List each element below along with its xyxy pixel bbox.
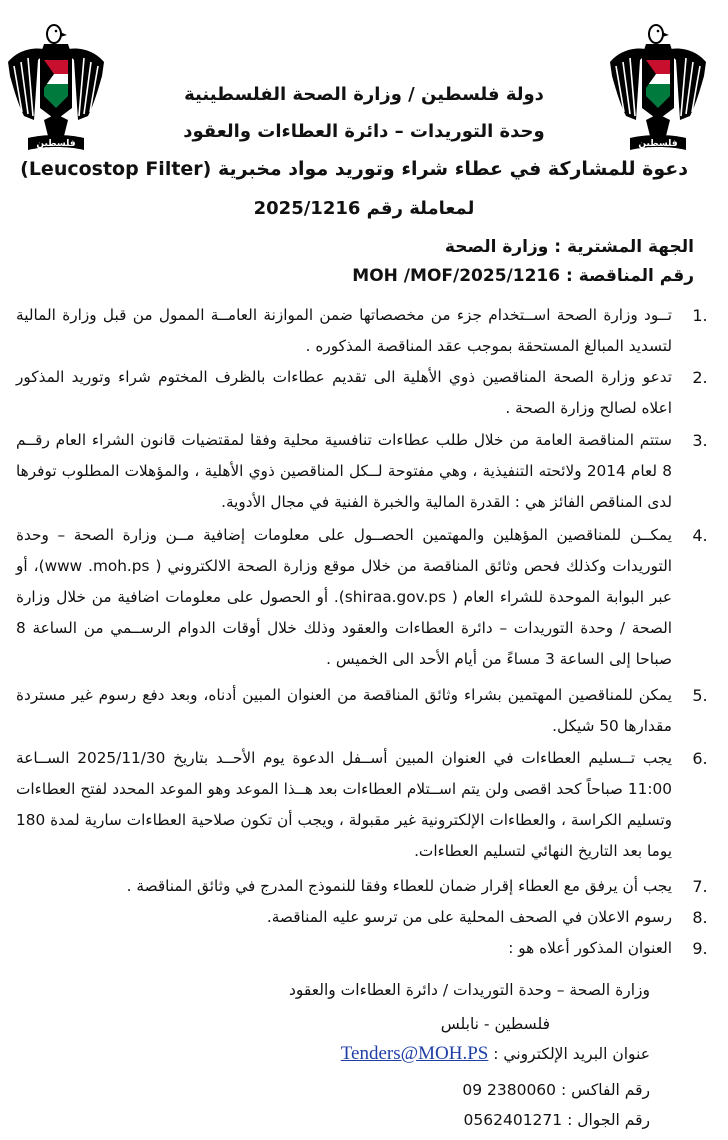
- clause-text: يمكــن للمناقصين المؤهلين والمهتمين الحصــول على معلومات إضافية مــن وزارة الصحة – وحدة التوريدات وكذلك فحص وثائق المناقصة من خلال موقع وزارة الصحة الالكتروني ( www .moh.ps)، أو عبر البوابة الموحدة للشراء العام ( shiraa.gov.ps). أو الحصول على معلومات اضافية من خلال وزارة الصحة / وحدة التوريدات – دائرة العطاءات والعقود وذلك خلال أوقات الدوام الرســمي من الساعة 8 صباحا إلى الساعة 3 مساءً من أيام الأحد الى الخميس .: [16, 526, 672, 668]
- header-state-ministry: دولة فلسطين / وزارة الصحة الفلسطينية: [184, 84, 544, 105]
- header-unit: وحدة التوريدات – دائرة العطاءات والعقود: [183, 121, 545, 142]
- fax-number: 09 2380060: [462, 1081, 557, 1099]
- clause-number: .8: [692, 908, 708, 927]
- clause-item: [16, 871, 714, 902]
- clause-text: يمكن للمناقصين المهتمين بشراء وثائق المناقصة من العنوان المبين أدناه، وبعد دفع رسوم غير مستردة مقدارها 50 شيكل.: [16, 686, 672, 735]
- clause-text: رسوم الاعلان في الصحف المحلية على من ترسو عليه المناقصة.: [266, 908, 672, 926]
- clause-number: .2: [692, 368, 708, 387]
- palestine-eagle-emblem-right: [4, 16, 108, 166]
- buyer-entity: الجهة المشترية : وزارة الصحة: [444, 237, 694, 257]
- tender-number-value: MOH /MOF/2025/1216: [352, 266, 561, 286]
- header-invitation-title: دعوة للمشاركة في عطاء شراء وتوريد مواد مخبرية (Leucostop Filter): [20, 158, 688, 180]
- clause-text: العنوان المذكور أعلاه هو :: [508, 939, 672, 957]
- clauses-list: [16, 300, 714, 964]
- tender-number-line: [352, 266, 694, 286]
- clause-item: [16, 680, 714, 743]
- palestine-eagle-emblem-left: [606, 16, 710, 166]
- clause-number: .6: [692, 749, 708, 768]
- emblem-caption: فلسطين: [36, 139, 76, 149]
- clause-number: .3: [692, 431, 708, 450]
- email-link[interactable]: Tenders@MOH.PS: [340, 1043, 489, 1064]
- clause-item: [16, 743, 714, 871]
- clause-item: [16, 520, 714, 680]
- header-transaction-number: لمعاملة رقم 2025/1216: [253, 198, 475, 219]
- address-city-line: فلسطين - نابلس: [440, 1015, 550, 1033]
- clause-text: يجب أن يرفق مع العطاء إقرار ضمان للعطاء وفقا للنموذج المدرج في وثائق المناقصة .: [126, 877, 672, 895]
- clause-item: [16, 425, 714, 520]
- clause-item: [16, 902, 714, 933]
- clause-item: [16, 933, 714, 964]
- address-mobile-line: [464, 1108, 650, 1132]
- clause-text: يجب تــسليم العطاءات في العنوان المبين أســفل الدعوة يوم الأحــد بتاريخ 2025/11/30 الســاعة 11:00 صباحاً كحد اقصى ولن يتم اســتلام العطاءات بعد هــذا الموعد وهو الموعد المحدد لفتح العطاءات وتسليم الكراسة ، والعطاءات الإلكترونية غير مقبولة ، ويجب أن تكون صلاحية العطاءات سارية لمدة 180 يوما بعد التاريخ النهائي لتسليم العطاءات.: [16, 749, 672, 860]
- clause-text: تدعو وزارة الصحة المناقصين ذوي الأهلية الى تقديم عطاءات بالظرف المختوم شراء وتوريد المذكور اعلاه لصالح وزارة الصحة .: [16, 368, 672, 417]
- clause-number: .7: [692, 877, 708, 896]
- clause-number: .1: [692, 306, 708, 325]
- address-email-line: [341, 1042, 650, 1066]
- clause-number: .5: [692, 686, 708, 705]
- tender-number-label: رقم المناقصة :: [565, 266, 694, 286]
- mobile-number: 0562401271: [463, 1111, 563, 1129]
- clause-number: .9: [692, 939, 708, 958]
- address-ministry-line: وزارة الصحة – وحدة التوريدات / دائرة العطاءات والعقود: [289, 981, 650, 999]
- clause-item: [16, 300, 714, 362]
- clause-number: .4: [692, 526, 708, 545]
- mobile-label: رقم الجوال :: [567, 1111, 650, 1129]
- address-fax-line: [462, 1078, 650, 1102]
- clause-text: ستتم المناقصة العامة من خلال طلب عطاءات تنافسية محلية وفقا لمقتضيات قانون الشراء العام رقــم 8 لعام 2014 ولائحته التنفيذية ، وهي مفتوحة لــكل المناقصين ذوي الأهلية ، والمؤهلات المطلوب توفرها لدى المناقص الفائز هي : القدرة المالية والخبرة الفنية في مجال الأدوية.: [16, 431, 672, 511]
- fax-label: رقم الفاكس :: [560, 1081, 650, 1099]
- clause-text: تــود وزارة الصحة اســتخدام جزء من مخصصاتها ضمن الموازنة العامــة الممول من قبل وزارة المالية لتسديد المبالغ المستحقة بموجب عقد المناقصة المذكوره .: [16, 306, 672, 355]
- emblem-caption: فلسطين: [638, 139, 678, 149]
- clause-item: [16, 362, 714, 425]
- email-label: عنوان البريد الإلكتروني :: [493, 1045, 650, 1063]
